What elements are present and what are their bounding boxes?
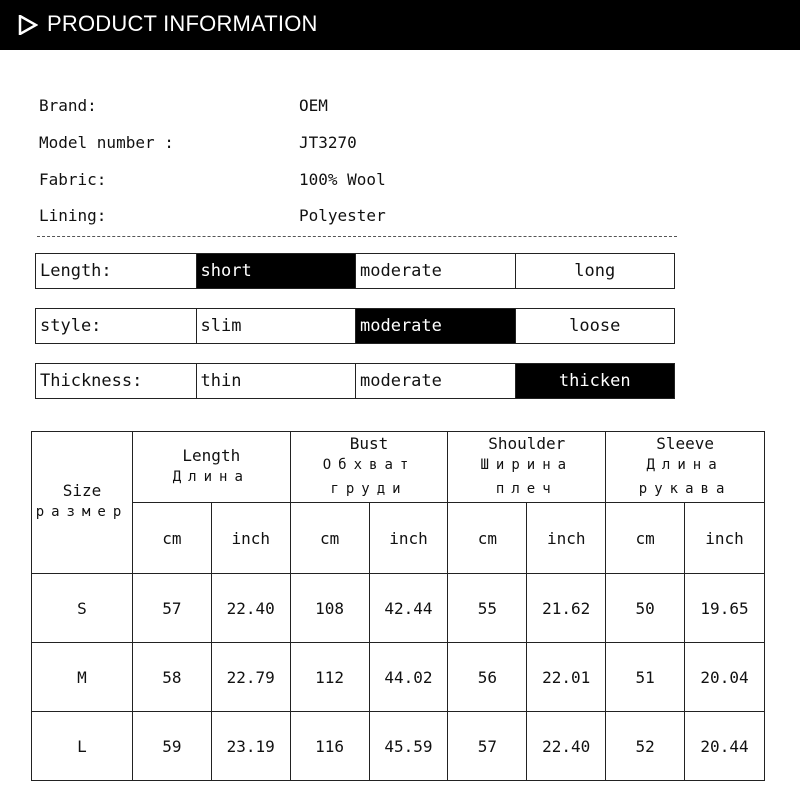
value-cell: 22.01 — [527, 643, 606, 712]
option-short: short — [196, 254, 356, 288]
option-slim: slim — [196, 309, 356, 343]
group-ru: Длина рукава — [638, 456, 732, 497]
info-value: OEM — [299, 96, 328, 115]
attribute-label: Length: — [40, 261, 112, 281]
group-ru: Обхват груди — [322, 456, 416, 497]
value-cell: 22.40 — [527, 712, 606, 781]
unit-cell: inch — [685, 503, 765, 574]
product-info-banner — [0, 0, 800, 50]
group-header-sleeve — [606, 432, 765, 503]
unit-cell: cm — [132, 503, 211, 574]
size-header-cell — [32, 432, 133, 574]
value-cell: 21.62 — [527, 574, 606, 643]
option-thin: thin — [196, 364, 356, 398]
group-en: Sleeve — [656, 433, 714, 453]
value-cell: 20.04 — [685, 643, 765, 712]
unit-cell: cm — [290, 503, 369, 574]
value-cell: 50 — [606, 574, 685, 643]
table-row — [32, 643, 765, 712]
size-cell: M — [32, 643, 133, 712]
group-ru: Ширина плеч — [480, 456, 574, 497]
info-key: Model number : — [39, 133, 174, 152]
group-en: Bust — [349, 433, 389, 453]
unit-cell: cm — [448, 503, 527, 574]
unit-cell: inch — [211, 503, 290, 574]
value-cell: 22.79 — [211, 643, 290, 712]
value-cell: 51 — [606, 643, 685, 712]
value-cell: 20.44 — [685, 712, 765, 781]
group-ru: Длина — [172, 468, 250, 485]
value-cell: 57 — [448, 712, 527, 781]
table-row — [32, 574, 765, 643]
value-cell: 112 — [290, 643, 369, 712]
info-value: Polyester — [299, 206, 386, 225]
value-cell: 23.19 — [211, 712, 290, 781]
unit-cell: inch — [369, 503, 448, 574]
info-key: Fabric: — [39, 170, 107, 189]
size-header-ru: размер — [35, 504, 129, 520]
option-loose: loose — [515, 309, 674, 343]
value-cell: 55 — [448, 574, 527, 643]
size-chart-table — [31, 431, 765, 781]
unit-cell: cm — [606, 503, 685, 574]
value-cell: 58 — [132, 643, 211, 712]
attribute-length — [35, 253, 675, 289]
value-cell: 116 — [290, 712, 369, 781]
value-cell: 45.59 — [369, 712, 448, 781]
option-moderate: moderate — [355, 309, 515, 343]
size-cell: L — [32, 712, 133, 781]
info-key: Lining: — [39, 206, 107, 225]
play-triangle-icon — [18, 15, 38, 35]
option-moderate: moderate — [355, 254, 515, 288]
size-table-header-row — [32, 432, 765, 503]
info-value: JT3270 — [299, 133, 357, 152]
value-cell: 19.65 — [685, 574, 765, 643]
info-key: Brand: — [39, 96, 97, 115]
value-cell: 59 — [132, 712, 211, 781]
option-thicken: thicken — [515, 364, 674, 398]
value-cell: 57 — [132, 574, 211, 643]
group-en: Length — [182, 445, 241, 465]
attribute-label: Thickness: — [40, 371, 143, 391]
group-header-shoulder — [448, 432, 606, 503]
size-header-en: Size — [62, 481, 102, 500]
option-long: long — [515, 254, 674, 288]
group-header-length — [132, 432, 290, 503]
info-value: 100% Wool — [299, 170, 386, 189]
value-cell: 42.44 — [369, 574, 448, 643]
attribute-style — [35, 308, 675, 344]
value-cell: 44.02 — [369, 643, 448, 712]
banner-title: PRODUCT INFORMATION — [47, 11, 318, 36]
value-cell: 22.40 — [211, 574, 290, 643]
unit-cell: inch — [527, 503, 606, 574]
units-row — [32, 503, 765, 574]
size-cell: S — [32, 574, 133, 643]
dashed-divider — [37, 236, 677, 237]
group-header-bust — [290, 432, 448, 503]
attribute-thickness — [35, 363, 675, 399]
value-cell: 108 — [290, 574, 369, 643]
value-cell: 56 — [448, 643, 527, 712]
attribute-label: style: — [40, 316, 102, 336]
value-cell: 52 — [606, 712, 685, 781]
option-moderate: moderate — [355, 364, 515, 398]
group-en: Shoulder — [488, 433, 566, 453]
table-row — [32, 712, 765, 781]
